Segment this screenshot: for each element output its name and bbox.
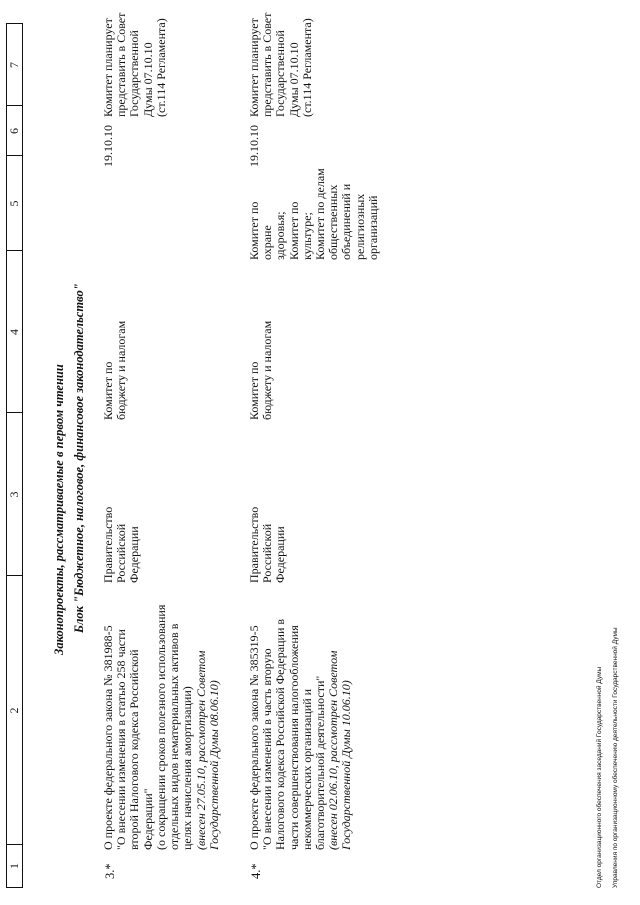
section-title: Законопроекты, рассматриваемые в первом чтении [52,364,66,655]
initiator: Правительство Российской Федерации [247,506,288,583]
responsible-committee: Комитет по бюджету и налогам [101,320,129,420]
consideration-date: 19.10.10 [101,125,115,167]
column-number: 1 [7,844,22,887]
row-note: Комитет планирует представить в Совет Государственной Думы 07.10.10 (ст.114 Регламента) [101,12,168,117]
column-number: 2 [7,575,22,845]
bill-title: О проекте федерального закона № 381988-5 "О внесении изменения в статью 258 части второй Налогового кодекса Российской Федерации" (о сокращении сроков полезного использования отдельных видов нематериальных активов в целях начисления амортизации) [101,604,195,850]
column-number-header [6,23,23,888]
column-number: 5 [7,155,22,251]
footer-line: Отдел организационного обеспечения заседаний Государственной Думы [596,666,603,888]
column-number: 3 [7,412,22,576]
footer-line: Управления по организационному обеспечению деятельности Государственной Думы [612,627,619,888]
column-number: 7 [7,62,21,68]
row-number: 3.* [103,863,117,879]
page-footer [588,627,628,888]
bill-title: О проекте федерального закона № 385319-5 "О внесении изменений в часть вторую Налогового кодекса Российской Федерации в части совершенствования налогообложения некоммерческих организаций и благотворительной деятельности" [247,618,328,850]
co-executor-committees: Комитет по охране здоровья; Комитет по культуре; Комитет по делам общественных объединений и религиозных организаций [247,168,380,260]
bill-submission-note: (внесен 02.06.10, рассмотрен Советом Государственной Думы 10.06.10) [326,650,354,850]
row-number: 4.* [249,863,263,879]
consideration-date: 19.10.10 [247,125,261,167]
block-title: Блок "Бюджетное, налоговое, финансовое законодательство" [72,283,86,633]
row-note: Комитет планирует представить в Совет Государственной Думы 07.10.10 (ст.114 Регламента) [247,12,314,117]
responsible-committee: Комитет по бюджету и налогам [247,320,275,420]
column-number: 4 [7,250,22,413]
initiator: Правительство Российской Федерации [101,506,142,583]
bill-submission-note: (внесен 27.05.10, рассмотрен Советом Государственной Думы 08.06.10) [194,650,222,850]
column-number: 6 [7,105,22,156]
